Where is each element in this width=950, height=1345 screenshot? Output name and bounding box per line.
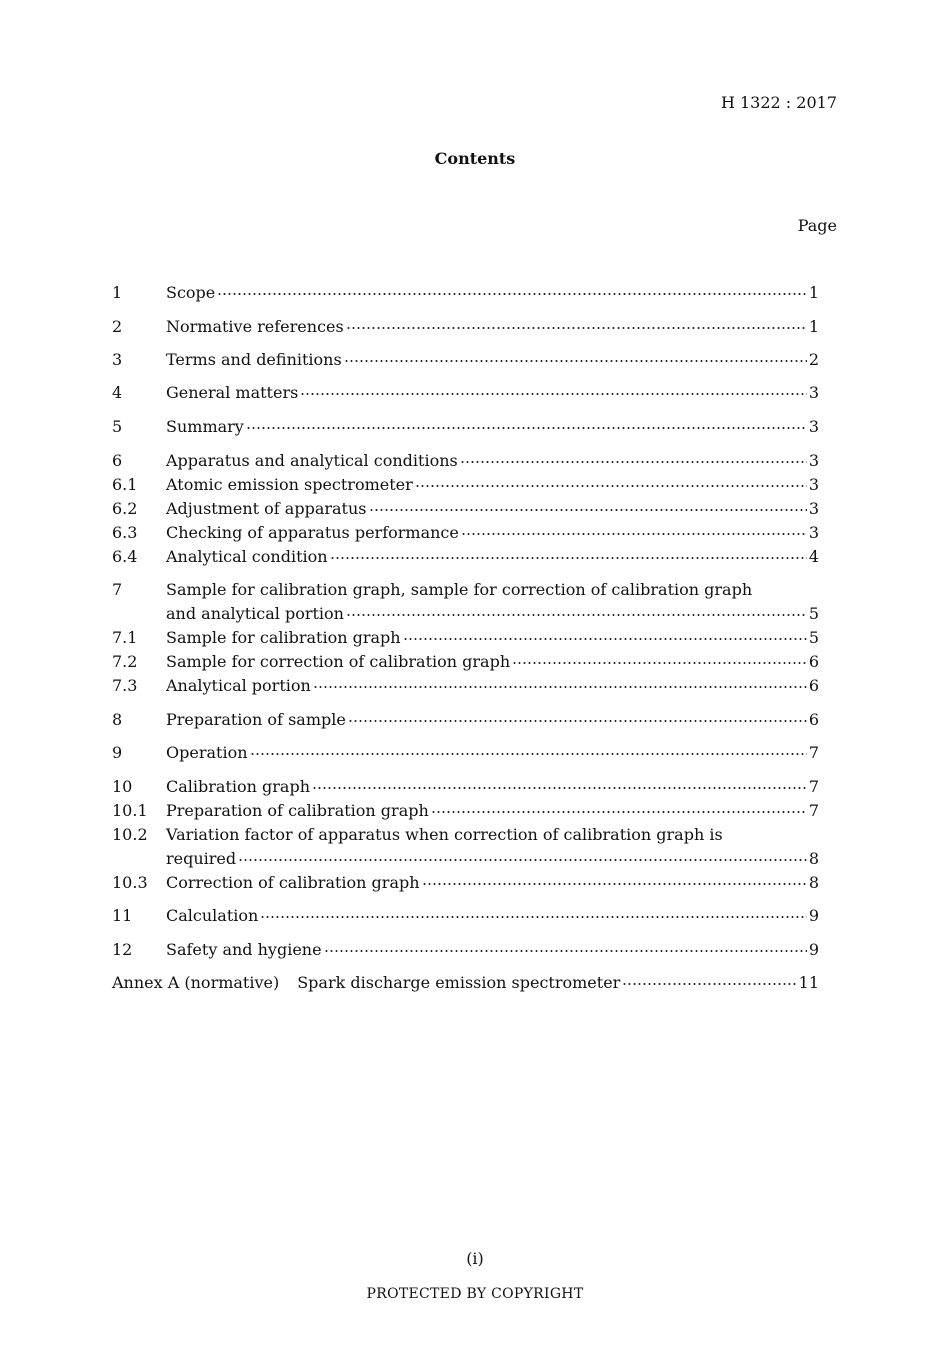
toc-entry-number: 10 <box>112 777 133 796</box>
toc-entry-page: 5 <box>808 628 819 647</box>
dot-leader <box>460 449 807 473</box>
toc-entry-title: Adjustment of apparatus <box>166 499 367 518</box>
annex-page: 11 <box>798 973 819 992</box>
toc-entry-page: 7 <box>808 743 819 762</box>
toc-entry-page: 6 <box>808 652 819 671</box>
dot-leader <box>300 381 807 405</box>
toc-entry-title: Variation factor of apparatus when correction of calibration graph is <box>166 825 723 844</box>
toc-entry-page: 8 <box>808 849 819 868</box>
document-id: H 1322 : 2017 <box>720 93 837 112</box>
dot-leader <box>346 315 807 339</box>
toc-entry-number: 10.3 <box>112 873 148 892</box>
dot-leader <box>260 904 807 928</box>
toc-entry-number: 10.1 <box>112 801 148 820</box>
toc-entry-number: 5 <box>112 417 123 436</box>
dot-leader <box>403 626 807 650</box>
toc-entry-number: 6 <box>112 451 123 470</box>
toc-entry-title: Checking of apparatus performance <box>166 523 459 542</box>
toc-entry-title: Summary <box>166 417 244 436</box>
dot-leader <box>369 497 807 521</box>
toc-entry-number: 6.1 <box>112 475 138 494</box>
toc-entry-title: Calculation <box>166 906 259 925</box>
toc-entry-title: Preparation of calibration graph <box>166 801 429 820</box>
toc-entry-title: Safety and hygiene <box>166 940 322 959</box>
toc-entry[interactable] <box>112 823 819 847</box>
annex-title: Spark discharge emission spectrometer <box>297 973 621 992</box>
toc-entry[interactable] <box>112 545 819 569</box>
toc-entry[interactable] <box>112 473 819 497</box>
toc-entry-title: Calibration graph <box>166 777 310 796</box>
toc-entry-number: 7 <box>112 580 123 599</box>
toc-entry-page: 2 <box>808 350 819 369</box>
toc-entry-number: 6.4 <box>112 547 138 566</box>
page-column-heading: Page <box>797 216 837 235</box>
dot-leader <box>330 545 807 569</box>
toc-entry-page: 3 <box>808 451 819 470</box>
toc-entry-page: 3 <box>808 417 819 436</box>
toc-entry-title: Operation <box>166 743 248 762</box>
toc-entry-page: 7 <box>808 801 819 820</box>
toc-entry-page: 9 <box>808 906 819 925</box>
toc-entry-title: Analytical condition <box>166 547 328 566</box>
toc-entry-number: 2 <box>112 317 123 336</box>
dot-leader <box>238 847 807 871</box>
toc-entry[interactable] <box>112 281 819 305</box>
dot-leader <box>348 708 807 732</box>
toc-entry-title: Preparation of sample <box>166 710 346 729</box>
toc-entry-number: 7.3 <box>112 676 138 695</box>
dot-leader <box>217 281 807 305</box>
annex-label: Annex A (normative) <box>112 973 280 992</box>
toc-entry-number: 7.2 <box>112 652 138 671</box>
toc-entry[interactable] <box>112 381 819 405</box>
toc-entry[interactable] <box>112 904 819 928</box>
dot-leader <box>246 415 807 439</box>
toc-entry-number: 6.2 <box>112 499 138 518</box>
toc-entry-page: 5 <box>808 604 819 623</box>
dot-leader <box>461 521 807 545</box>
toc-entry-title: General matters <box>166 383 299 402</box>
dot-leader <box>313 674 807 698</box>
toc-entry[interactable] <box>112 348 819 372</box>
toc-entry-page: 8 <box>808 873 819 892</box>
toc-entry-continuation[interactable] <box>112 602 819 626</box>
dot-leader <box>622 971 796 995</box>
toc-entry-title: Sample for correction of calibration graph <box>166 652 511 671</box>
toc-entry-number: 4 <box>112 383 123 402</box>
dot-leader <box>512 650 807 674</box>
toc-annex-entry[interactable] <box>112 971 819 995</box>
toc-entry-page: 6 <box>808 676 819 695</box>
page-number: (i) <box>466 1249 484 1268</box>
toc-entry[interactable] <box>112 871 819 895</box>
toc-entry[interactable] <box>112 626 819 650</box>
copyright-notice: PROTECTED BY COPYRIGHT <box>366 1286 584 1302</box>
toc-entry-number: 7.1 <box>112 628 138 647</box>
toc-entry-title: Scope <box>166 283 216 302</box>
toc-entry-number: 8 <box>112 710 123 729</box>
toc-entry[interactable] <box>112 315 819 339</box>
dot-leader <box>324 938 807 962</box>
toc-entry-number: 10.2 <box>112 825 148 844</box>
toc-entry-page: 6 <box>808 710 819 729</box>
toc-entry-number: 11 <box>112 906 133 925</box>
toc-entry[interactable] <box>112 521 819 545</box>
toc-entry-page: 1 <box>808 283 819 302</box>
toc-entry-page: 3 <box>808 475 819 494</box>
toc-entry-title-continued: and analytical portion <box>166 604 344 623</box>
toc-entry-title: Atomic emission spectrometer <box>166 475 413 494</box>
toc-entry-page: 3 <box>808 383 819 402</box>
toc-entry-title: Sample for calibration graph <box>166 628 401 647</box>
dot-leader <box>415 473 807 497</box>
toc-entry[interactable] <box>112 674 819 698</box>
toc-entry-number: 1 <box>112 283 123 302</box>
dot-leader <box>346 602 807 626</box>
toc-entry-page: 4 <box>808 547 819 566</box>
toc-entry-title: Apparatus and analytical conditions <box>166 451 458 470</box>
toc-entry-number: 9 <box>112 743 123 762</box>
toc-entry[interactable] <box>112 708 819 732</box>
toc-entry[interactable] <box>112 650 819 674</box>
toc-entry-continuation[interactable] <box>112 847 819 871</box>
toc-entry-page: 3 <box>808 499 819 518</box>
dot-leader <box>422 871 807 895</box>
toc-entry[interactable] <box>112 415 819 439</box>
dot-leader <box>312 775 807 799</box>
dot-leader <box>344 348 807 372</box>
toc-entry-number: 6.3 <box>112 523 138 542</box>
toc-entry[interactable] <box>112 497 819 521</box>
toc-entry[interactable] <box>112 578 819 602</box>
toc-entry-page: 1 <box>808 317 819 336</box>
toc-entry[interactable] <box>112 775 819 799</box>
toc-entry-page: 7 <box>808 777 819 796</box>
page-title: Contents <box>434 149 516 168</box>
toc-entry-number: 3 <box>112 350 123 369</box>
toc-entry[interactable] <box>112 449 819 473</box>
toc-entry-number: 12 <box>112 940 133 959</box>
toc-entry-title: Normative references <box>166 317 344 336</box>
toc-entry[interactable] <box>112 938 819 962</box>
toc-entry-title: Terms and definitions <box>166 350 342 369</box>
toc-entry[interactable] <box>112 741 819 765</box>
toc-entry-title: Analytical portion <box>166 676 311 695</box>
dot-leader <box>250 741 807 765</box>
dot-leader <box>431 799 807 823</box>
toc-entry-page: 9 <box>808 940 819 959</box>
toc-entry-page: 3 <box>808 523 819 542</box>
toc-entry-title-continued: required <box>166 849 237 868</box>
toc-entry-title: Correction of calibration graph <box>166 873 420 892</box>
toc-entry-title: Sample for calibration graph, sample for correction of calibration graph <box>166 580 753 599</box>
toc-entry[interactable] <box>112 799 819 823</box>
